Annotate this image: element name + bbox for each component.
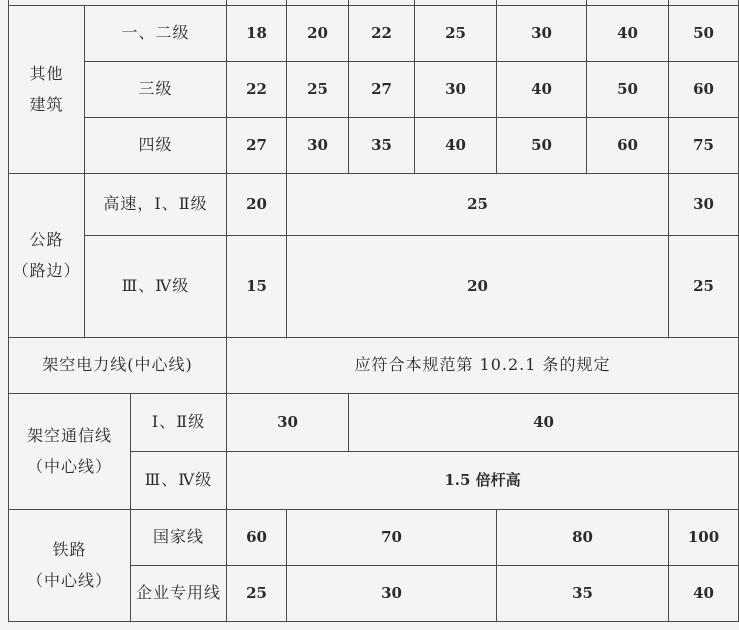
group-label-line: （中心线） <box>26 456 112 476</box>
group-label-highway <box>9 174 85 338</box>
value-cell-merged: 35 <box>497 566 669 622</box>
group-label-line: （路边） <box>12 260 81 280</box>
table-row <box>9 236 739 338</box>
value-cell: 30 <box>415 62 497 118</box>
value-cell: 30 <box>669 174 739 236</box>
group-label-line: 架空通信线 <box>26 426 112 446</box>
value-cell: 27 <box>349 62 415 118</box>
table-row <box>9 118 739 174</box>
grade-label: 四级 <box>85 118 227 174</box>
value-cell-merged: 80 <box>497 510 669 566</box>
group-label-power-line: 架空电力线(中心线) <box>9 338 227 394</box>
value-cell: 30 <box>497 6 587 62</box>
value-cell: 50 <box>497 118 587 174</box>
value-cell: 22 <box>227 62 287 118</box>
grade-label: 高速，Ⅰ、Ⅱ级 <box>85 174 227 236</box>
grade-label: Ⅰ、Ⅱ级 <box>131 394 227 452</box>
value-cell-merged: 30 <box>227 394 349 452</box>
table-row <box>9 62 739 118</box>
fire-separation-distance-table <box>8 0 739 622</box>
value-cell-merged: 70 <box>287 510 497 566</box>
value-cell-merged: 40 <box>349 394 739 452</box>
table-row <box>9 394 739 452</box>
value-cell-merged: 30 <box>287 566 497 622</box>
grade-label: 三级 <box>85 62 227 118</box>
value-cell: 30 <box>287 118 349 174</box>
value-cell: 40 <box>497 62 587 118</box>
table-row <box>9 338 739 394</box>
value-cell: 25 <box>415 6 497 62</box>
table-frame <box>8 0 720 622</box>
group-label-line: （中心线） <box>26 570 112 590</box>
group-label-line: 公路 <box>29 230 64 250</box>
value-cell: 20 <box>287 6 349 62</box>
value-cell: 27 <box>227 118 287 174</box>
note-cell: 应符合本规范第 10.2.1 条的规定 <box>227 338 739 394</box>
value-cell-merged: 20 <box>287 236 669 338</box>
table-row <box>9 6 739 62</box>
group-label-telecom-line <box>9 394 131 510</box>
group-label-railway <box>9 510 131 622</box>
grade-label: 企业专用线 <box>131 566 227 622</box>
value-cell: 25 <box>227 566 287 622</box>
value-cell-merged: 40 <box>669 566 739 622</box>
group-label-line: 建筑 <box>29 94 64 114</box>
value-cell: 60 <box>669 62 739 118</box>
value-cell: 15 <box>227 236 287 338</box>
value-cell: 20 <box>227 174 287 236</box>
grade-label: 国家线 <box>131 510 227 566</box>
value-cell: 50 <box>669 6 739 62</box>
value-cell: 60 <box>227 510 287 566</box>
table-row <box>9 174 739 236</box>
value-cell: 25 <box>669 236 739 338</box>
value-cell: 22 <box>349 6 415 62</box>
group-label-line: 铁路 <box>52 540 87 560</box>
value-cell: 40 <box>587 6 669 62</box>
grade-label: Ⅲ、Ⅳ级 <box>131 452 227 510</box>
value-cell: 50 <box>587 62 669 118</box>
group-label-other-buildings <box>9 6 85 174</box>
value-cell: 25 <box>287 62 349 118</box>
note-cell: 1.5 倍杆高 <box>227 452 739 510</box>
grade-label: Ⅲ、Ⅳ级 <box>85 236 227 338</box>
value-cell-merged: 25 <box>287 174 669 236</box>
value-cell: 18 <box>227 6 287 62</box>
value-cell: 40 <box>415 118 497 174</box>
grade-label: 一、二级 <box>85 6 227 62</box>
group-label-line: 其他 <box>29 64 64 84</box>
value-cell-merged: 100 <box>669 510 739 566</box>
value-cell: 75 <box>669 118 739 174</box>
value-cell: 35 <box>349 118 415 174</box>
value-cell: 60 <box>587 118 669 174</box>
table-row <box>9 510 739 566</box>
